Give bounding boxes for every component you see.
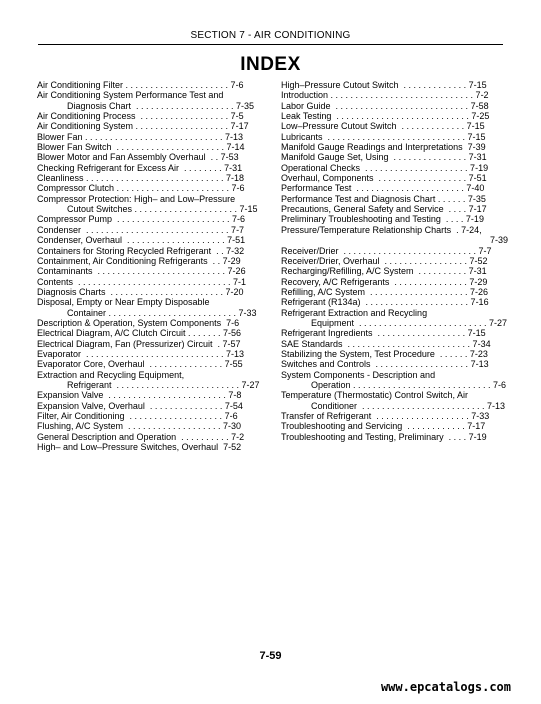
index-entry xyxy=(281,266,508,276)
index-entry-line: Compressor Clutch . . . . . . . . . . . . . . . . . . . . . . . 7-6 xyxy=(37,183,245,194)
index-entry-line: Description & Operation, System Components 7-6 xyxy=(37,317,240,328)
index-entry-line: Contaminants . . . . . . . . . . . . . . . . . . . . . . . . . . 7-26 xyxy=(37,266,246,277)
index-entry xyxy=(37,370,264,391)
index-entry-line: High–Pressure Cutout Switch . . . . . . . . . . . . . 7-15 xyxy=(281,80,487,90)
index-entry xyxy=(281,339,508,349)
index-entry xyxy=(37,442,264,452)
index-entry xyxy=(37,297,264,318)
index-entry xyxy=(281,225,508,246)
index-entry xyxy=(37,121,264,131)
index-entry-line: Compressor Protection: High– and Low–Pressure xyxy=(37,193,236,204)
index-entry xyxy=(37,214,264,224)
index-entry-line: Performance Test and Diagnosis Chart . . . . . . 7-35 xyxy=(281,193,486,204)
index-entry xyxy=(37,90,264,111)
index-entry-continuation: Refrigerant . . . . . . . . . . . . . . . . . . . . . . . . . 7-27 xyxy=(67,379,260,390)
index-entry-line: Temperature (Thermostatic) Control Switch, Air xyxy=(281,390,469,401)
index-entry-continuation: 7-39 xyxy=(489,235,508,246)
index-entry-line: Evaporator Core, Overhaul . . . . . . . . . . . . . . . 7-55 xyxy=(37,359,243,370)
index-entry xyxy=(37,266,264,276)
index-entry-line: Air Conditioning System Performance Test and xyxy=(37,90,224,101)
index-entry xyxy=(281,121,508,131)
index-entry-line: Manifold Gauge Set, Using . . . . . . . . . . . . . . . 7-31 xyxy=(281,152,487,163)
index-entry xyxy=(37,339,264,349)
index-entry-line: Troubleshooting and Servicing . . . . . . . . . . . . 7-17 xyxy=(281,421,486,432)
index-entry xyxy=(37,142,264,152)
index-entry-line: Condenser . . . . . . . . . . . . . . . . . . . . . . . . . . . . . 7-7 xyxy=(37,224,245,235)
index-entry xyxy=(37,318,264,328)
index-entry-line: Preliminary Troubleshooting and Testing . . . . 7-19 xyxy=(281,214,484,225)
index-entry xyxy=(281,390,508,411)
index-entry-line: Extraction and Recycling Equipment, xyxy=(37,369,185,380)
index-left-column xyxy=(37,80,264,452)
index-entry xyxy=(281,359,508,369)
index-entry-line: Cleanliness . . . . . . . . . . . . . . . . . . . . . . . . . . . . 7-18 xyxy=(37,173,245,184)
index-entry xyxy=(281,277,508,287)
index-entry-continuation: Operation . . . . . . . . . . . . . . . . . . . . . . . . . . . . 7-6 xyxy=(311,379,507,390)
index-entry xyxy=(281,90,508,100)
index-entry xyxy=(281,432,508,442)
index-entry xyxy=(281,308,508,329)
index-entry-line: Contents . . . . . . . . . . . . . . . . . . . . . . . . . . . . . . . 7-1 xyxy=(37,276,247,287)
index-entry xyxy=(281,101,508,111)
index-entry-line: Condenser, Overhaul . . . . . . . . . . . . . . . . . . . . 7-51 xyxy=(37,235,246,246)
index-entry-line: SAE Standards . . . . . . . . . . . . . . . . . . . . . . . . . 7-34 xyxy=(281,338,491,349)
index-entry xyxy=(281,152,508,162)
index-entry-line: Evaporator . . . . . . . . . . . . . . . . . . . . . . . . . . . . 7-13 xyxy=(37,348,245,359)
index-entry-line: Performance Test . . . . . . . . . . . . . . . . . . . . . . 7-40 xyxy=(281,183,485,194)
index-entry xyxy=(37,225,264,235)
index-entry xyxy=(281,173,508,183)
index-entry-line: System Components - Description and xyxy=(281,369,436,380)
index-entry xyxy=(281,328,508,338)
index-entry-line: Refrigerant Ingredients . . . . . . . . . . . . . . . . . . 7-15 xyxy=(281,328,486,339)
index-entry-line: Recharging/Refilling, A/C System . . . . . . . . . . 7-31 xyxy=(281,266,487,277)
index-entry-line: Expansion Valve, Overhaul . . . . . . . . . . . . . . . 7-54 xyxy=(37,400,243,411)
index-entry xyxy=(37,246,264,256)
index-entry-line: Lubricants . . . . . . . . . . . . . . . . . . . . . . . . . . . . 7-15 xyxy=(281,131,486,142)
index-entry-line: Electrical Diagram, A/C Clutch Circuit . . . . . . . 7-56 xyxy=(37,328,242,339)
index-entry-line: Air Conditioning Process . . . . . . . . . . . . . . . . . . 7-5 xyxy=(37,111,244,122)
index-entry xyxy=(281,411,508,421)
index-entry-line: Disposal, Empty or Near Empty Disposable xyxy=(37,297,210,308)
index-entry xyxy=(37,401,264,411)
index-entry-line: Transfer of Refrigerant . . . . . . . . . . . . . . . . . . . 7-33 xyxy=(281,411,490,421)
index-entry-line: Troubleshooting and Testing, Preliminary . . . . 7-19 xyxy=(281,431,487,442)
index-entry xyxy=(281,287,508,297)
index-entry-line: Containment, Air Conditioning Refrigerants . . 7-29 xyxy=(37,255,241,266)
index-entry xyxy=(281,80,508,90)
index-entry-line: Stabilizing the System, Test Procedure . . . . . . 7-23 xyxy=(281,348,488,359)
index-entry-line: Receiver/Drier . . . . . . . . . . . . . . . . . . . . . . . . . . . 7-7 xyxy=(281,245,492,256)
index-entry-line: Introduction . . . . . . . . . . . . . . . . . . . . . . . . . . . . . 7-2 xyxy=(281,90,489,101)
index-entry-line: Labor Guide . . . . . . . . . . . . . . . . . . . . . . . . . . . 7-58 xyxy=(281,100,489,111)
index-entry-line: Leak Testing . . . . . . . . . . . . . . . . . . . . . . . . . . . 7-25 xyxy=(281,111,490,122)
index-entry-line: Expansion Valve . . . . . . . . . . . . . . . . . . . . . . . . 7-8 xyxy=(37,390,242,401)
index-entry xyxy=(281,132,508,142)
index-entry-continuation: Conditioner . . . . . . . . . . . . . . . . . . . . . . . . . 7-13 xyxy=(311,400,506,411)
index-entry xyxy=(37,132,264,142)
index-entry xyxy=(281,370,508,391)
index-entry-line: Recovery, A/C Refrigerants . . . . . . . . . . . . . . . 7-29 xyxy=(281,276,488,287)
index-entry-continuation: Diagnosis Chart . . . . . . . . . . . . . . . . . . . . 7-35 xyxy=(67,100,255,111)
index-entry-line: Refrigerant (R134a) . . . . . . . . . . . . . . . . . . . . . 7-16 xyxy=(281,297,489,308)
index-entry-line: Flushing, A/C System . . . . . . . . . . . . . . . . . . . 7-30 xyxy=(37,421,242,432)
index-entry-line: Checking Refrigerant for Excess Air . . . . . . . . 7-31 xyxy=(37,162,243,173)
index-entry xyxy=(281,142,508,152)
index-entry xyxy=(37,80,264,90)
index-entry-line: Low–Pressure Cutout Switch . . . . . . . . . . . . . 7-15 xyxy=(281,121,485,132)
index-entry xyxy=(281,421,508,431)
index-entry xyxy=(281,214,508,224)
index-entry xyxy=(37,411,264,421)
index-entry-continuation: Equipment . . . . . . . . . . . . . . . . . . . . . . . . . . 7-27 xyxy=(311,317,508,328)
index-entry xyxy=(281,297,508,307)
index-entry xyxy=(37,235,264,245)
index-entry-line: Air Conditioning System . . . . . . . . . . . . . . . . . . . 7-17 xyxy=(37,121,249,132)
index-entry xyxy=(281,183,508,193)
index-entry xyxy=(37,163,264,173)
index-entry-line: Filter, Air Conditioning . . . . . . . . . . . . . . . . . . . 7-6 xyxy=(37,411,238,421)
index-entry xyxy=(281,256,508,266)
index-entry-line: Blower Fan . . . . . . . . . . . . . . . . . . . . . . . . . . . . 7-13 xyxy=(37,131,244,142)
index-entry xyxy=(37,277,264,287)
index-entry xyxy=(37,287,264,297)
index-entry-line: Refrigerant Extraction and Recycling xyxy=(281,307,428,318)
index-entry xyxy=(281,246,508,256)
index-entry-line: Operational Checks . . . . . . . . . . . . . . . . . . . . . 7-19 xyxy=(281,162,489,173)
index-entry xyxy=(281,194,508,204)
index-entry-continuation: Cutout Switches . . . . . . . . . . . . . . . . . . . . . 7-15 xyxy=(67,204,258,215)
index-entry-line: Overhaul, Components . . . . . . . . . . . . . . . . . . 7-51 xyxy=(281,173,487,184)
index-entry xyxy=(37,152,264,162)
index-entry-line: Receiver/Drier, Overhaul . . . . . . . . . . . . . . . . . 7-52 xyxy=(281,255,488,266)
index-entry xyxy=(281,349,508,359)
index-entry-line: Pressure/Temperature Relationship Charts . 7-24, xyxy=(281,224,482,235)
index-entry xyxy=(37,194,264,215)
index-entry-line: Compressor Pump . . . . . . . . . . . . . . . . . . . . . . . 7-6 xyxy=(37,214,246,225)
index-right-column xyxy=(281,80,508,442)
index-entry-line: Refilling, A/C System . . . . . . . . . . . . . . . . . . . . 7-26 xyxy=(281,286,489,297)
watermark: www.epcatalogs.com xyxy=(380,680,511,694)
index-entry xyxy=(281,204,508,214)
index-entry xyxy=(37,183,264,193)
index-entry-line: Blower Motor and Fan Assembly Overhaul . . 7-53 xyxy=(37,152,239,163)
index-entry-line: Blower Fan Switch . . . . . . . . . . . . . . . . . . . . . . 7-14 xyxy=(37,142,245,153)
index-entry-line: Diagnosis Charts . . . . . . . . . . . . . . . . . . . . . . . 7-20 xyxy=(37,286,244,297)
index-entry-line: Electrical Diagram, Fan (Pressurizer) Circuit . 7-57 xyxy=(37,338,241,349)
index-entry xyxy=(37,390,264,400)
index-entry-line: High– and Low–Pressure Switches, Overhaul 7-52 xyxy=(37,442,242,453)
section-header: SECTION 7 - AIR CONDITIONING xyxy=(38,30,503,45)
index-entry xyxy=(37,111,264,121)
index-entry xyxy=(37,256,264,266)
index-entry-line: Air Conditioning Filter . . . . . . . . . . . . . . . . . . . . . 7-6 xyxy=(37,80,244,90)
index-entry xyxy=(37,349,264,359)
index-entry xyxy=(37,173,264,183)
index-entry xyxy=(37,359,264,369)
index-entry xyxy=(37,328,264,338)
index-entry xyxy=(281,163,508,173)
index-entry-line: General Description and Operation . . . . . . . . . . 7-2 xyxy=(37,431,245,442)
page-number: 7-59 xyxy=(259,650,282,662)
index-entry xyxy=(281,111,508,121)
index-entry-line: Containers for Storing Recycled Refrigerant . . 7-32 xyxy=(37,245,245,256)
index-entry-line: Precautions, General Safety and Service . . . . 7-17 xyxy=(281,204,487,215)
index-entry-line: Switches and Controls . . . . . . . . . . . . . . . . . . . 7-13 xyxy=(281,359,489,370)
page-title: INDEX xyxy=(240,54,301,75)
index-entry-line: Manifold Gauge Readings and Interpretations 7-39 xyxy=(281,142,486,153)
index-entry xyxy=(37,432,264,442)
index-entry xyxy=(37,421,264,431)
index-entry-continuation: Container . . . . . . . . . . . . . . . . . . . . . . . . . . 7-33 xyxy=(67,307,257,318)
